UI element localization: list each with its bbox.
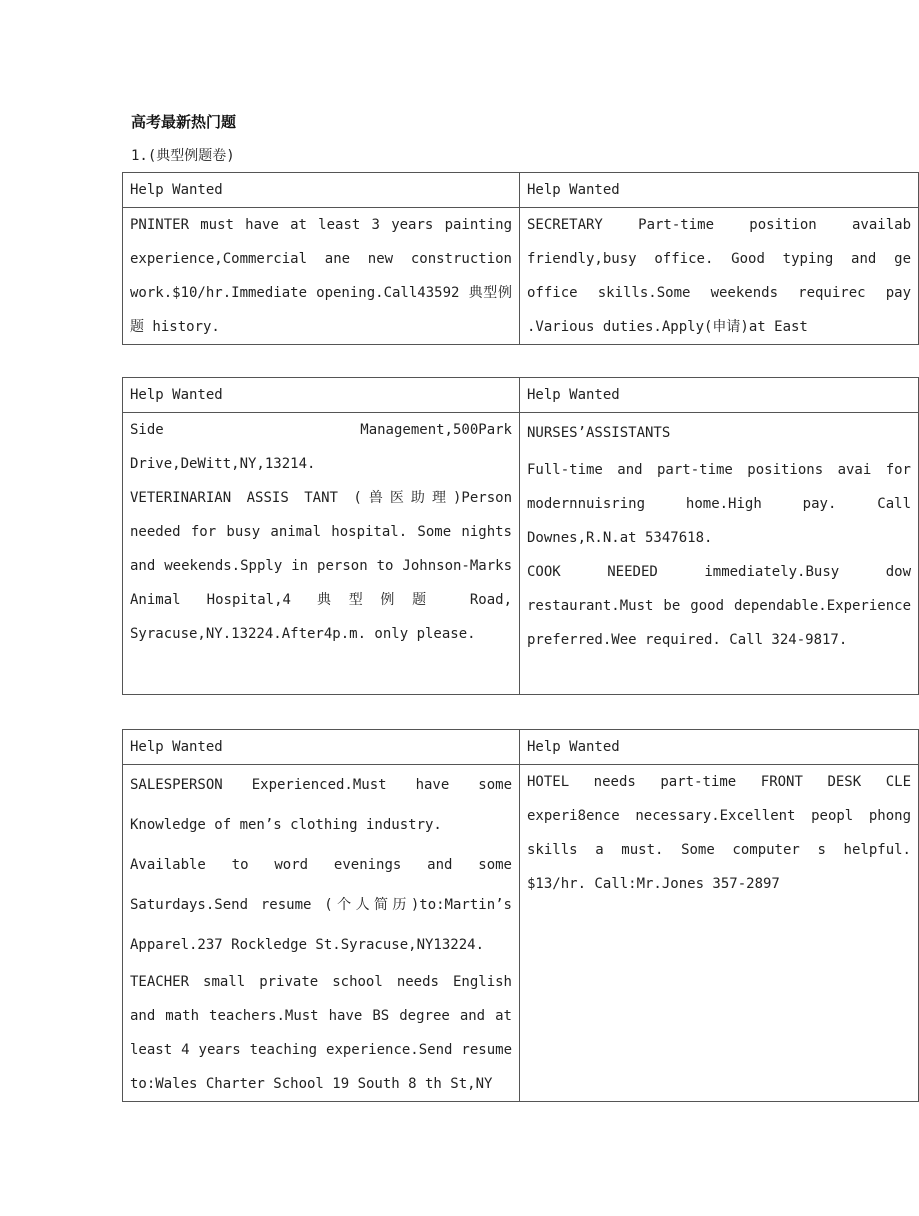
- ad-hotel-front-desk: HOTEL needs part-time FRONT DESK CLE experi8ence necessary.Excellent peopl phong skills a must. Some computer s helpful. $13/hr. Call:Mr.Jones 357-2897: [527, 774, 911, 892]
- ad-side-management: Side Management,500Park Drive,DeWitt,NY,13214.: [130, 422, 512, 472]
- column-header-right: Help Wanted: [520, 378, 919, 413]
- column-header-left: Help Wanted: [123, 173, 520, 208]
- help-wanted-table-3: [122, 729, 919, 1102]
- ad-secretary: SECRETARY Part-time position availab friendly,busy office. Good typing and ge office skills.Some weekends requirec pay .Various duties.Apply(申请)at East: [527, 217, 911, 335]
- ad-salesperson-availability: Available to word evenings and some Saturdays.Send resume (个人简历)to:Martin’s Apparel.237 Rockledge St.Syracuse,NY13224.: [130, 857, 512, 953]
- ad-cell-left: [123, 208, 520, 345]
- column-header-left: Help Wanted: [123, 730, 520, 765]
- column-header-right: Help Wanted: [520, 730, 919, 765]
- ad-cell-left: [123, 765, 520, 1102]
- question-number: 1.(典型例题卷): [131, 148, 235, 164]
- ad-veterinarian-assistant: VETERINARIAN ASSIS TANT (兽医助理)Person needed for busy animal hospital. Some nights and weekends.Spply in person to Johnson-Marks Animal Hospital,4 典型例题 Road, Syracuse,NY.13224.After4p.m. only please.: [130, 490, 512, 642]
- ad-cell-right: [520, 208, 919, 345]
- help-wanted-table-2: [122, 377, 919, 695]
- column-header-right: Help Wanted: [520, 173, 919, 208]
- help-wanted-table-1: [122, 172, 919, 345]
- ad-nurses-assistants-heading: NURSES’ASSISTANTS: [527, 425, 671, 441]
- ad-painter: PNINTER must have at least 3 years painting experience,Commercial ane new construction work.$10/hr.Immediate opening.Call43592 典型例题 history.: [130, 217, 512, 335]
- ad-nurses-assistants: Full-time and part-time positions avai for modernnuisring home.High pay. Call Downes,R.N.at 5347618.: [527, 462, 911, 546]
- ad-salesperson: SALESPERSON Experienced.Must have some Knowledge of men’s clothing industry.: [130, 777, 512, 833]
- ad-cell-right: [520, 413, 919, 695]
- column-header-left: Help Wanted: [123, 378, 520, 413]
- ad-cell-left: [123, 413, 520, 695]
- ad-cook-needed: COOK NEEDED immediately.Busy dow restaurant.Must be good dependable.Experience preferred.Wee required. Call 324-9817.: [527, 564, 911, 648]
- document-title: 高考最新热门题: [131, 113, 237, 131]
- ad-cell-right: [520, 765, 919, 1102]
- ad-teacher: TEACHER small private school needs English and math teachers.Must have BS degree and at least 4 years teaching experience.Send resume to:Wales Charter School 19 South 8 th St,NY: [130, 974, 512, 1092]
